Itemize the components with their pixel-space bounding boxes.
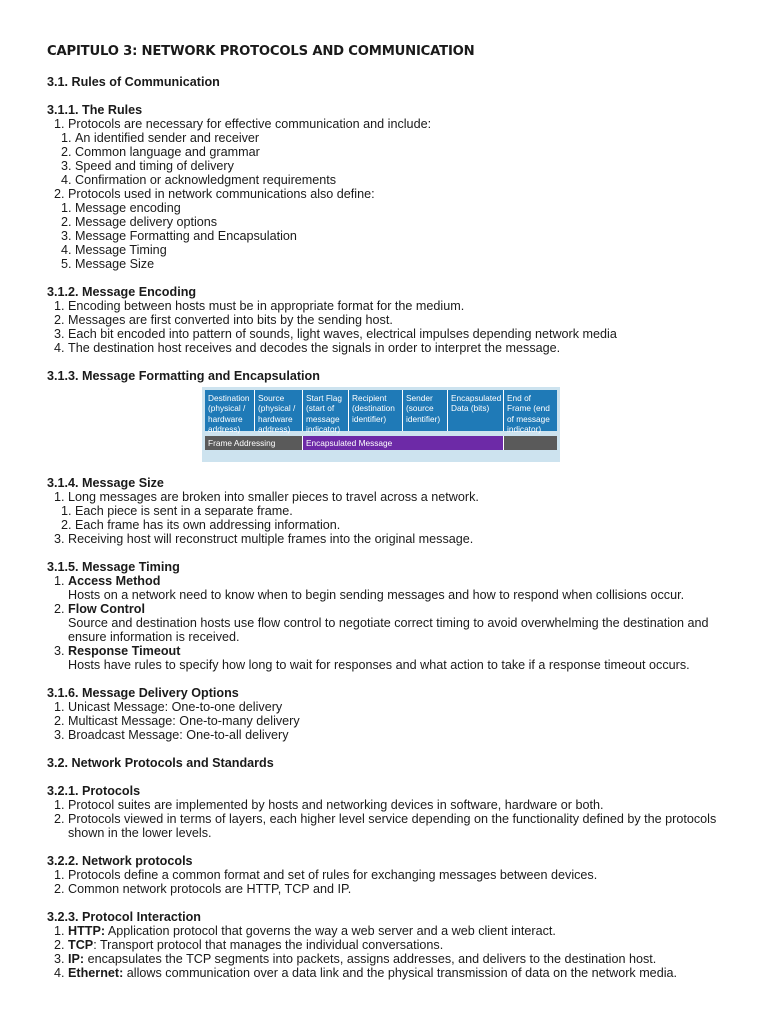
list-item-text: Message delivery options [75,215,218,229]
network-protocols-list [47,868,747,896]
list-item: 1. Protocols define a common format and set of rules for exchanging messages between devices. [54,868,598,882]
list-item: 1. Protocol suites are implemented by hosts and networking devices in software, hardware or both. [54,798,604,812]
list-item-text: Speed and timing of delivery [75,159,234,173]
document-title: CAPITULO 3: NETWORK PROTOCOLS AND COMMUNICATION [47,44,475,59]
list-item-text: Each piece is sent in a separate frame. [75,504,293,518]
list-item [47,201,747,215]
list-item [47,229,747,243]
list-item: 2. TCP: Transport protocol that manages the individual conversations. [54,938,444,952]
subsection-heading: 3.1.5. Message Timing [47,560,180,574]
list-number: 2. [61,215,72,229]
list-item: 3. Receiving host will reconstruct multiple frames into the original message. [54,532,474,546]
list-item [47,159,747,173]
section-3-1-3 [47,369,747,462]
frame-field-source: Source (physical / hardware address) [255,390,303,431]
list-item-text: Receiving host will reconstruct multiple frames into the original message. [68,532,474,546]
list-item [47,131,747,145]
subsection-heading: 3.1.1. The Rules [47,103,143,117]
section-3-2-1 [47,784,747,840]
list-item: 2. Multicast Message: One-to-many delivery [54,714,300,728]
list-item-text: Message Formatting and Encapsulation [75,229,297,243]
list-item: 3. IP: encapsulates the TCP segments into packets, assigns addresses, and delivers to the destination host. [54,952,657,966]
section-3-1-4 [47,476,747,546]
frame-fields-row [205,390,557,434]
list-number: 1. [61,131,72,145]
list-item: 3. Broadcast Message: One-to-all delivery [54,728,289,742]
frame-field-data: Encapsulated Data (bits) [448,390,504,431]
frame-end-block [504,436,557,450]
list-number: 4. [61,173,72,187]
list-number: 4. [61,243,72,257]
frame-format-diagram [202,387,560,462]
list-item-text: Protocols define a common format and set of rules for exchanging messages between devices. [68,868,598,882]
sub-list [47,201,747,271]
list-item-text: Protocol suites are implemented by hosts and networking devices in software, hardware or both. [68,798,604,812]
subsection-heading: 3.1.6. Message Delivery Options [47,686,239,700]
item-title: Response Timeout [68,644,181,658]
list-item-text: Unicast Message: One-to-one delivery [68,700,283,714]
list-item [47,145,747,159]
list-item: 1. Long messages are broken into smaller pieces to travel across a network. 1. Each piece is sent in a separate frame. 2. Each frame has its own addressing information. [47,490,747,532]
list-item [47,215,747,229]
protocols-list [47,798,747,840]
list-item: 2. Common network protocols are HTTP, TCP and IP. [54,882,352,896]
section-3-1-5 [47,560,747,672]
frame-addressing-label: Frame Addressing [205,436,303,450]
list-item: 2. Protocols viewed in terms of layers, each higher level service depending on the functionality defined by the protocols shown in the lower levels. [54,812,717,840]
section-3-1-2 [47,285,747,355]
list-item [47,243,747,257]
section-3-1-1 [47,103,747,271]
list-item-text: Message Size [75,257,155,271]
list-item: 1. HTTP: Application protocol that governs the way a web server and a web client interact. [54,924,556,938]
list-number: 2. [54,187,65,201]
subsection-heading: 3.1.4. Message Size [47,476,164,490]
list-item-text: Message Timing [75,243,167,257]
list-number: 1. [54,117,65,131]
list-item [47,187,747,271]
section-heading-3-2: 3.2. Network Protocols and Standards [47,756,274,770]
list-number: 3. [61,159,72,173]
size-list [47,490,747,546]
section-3-2-2 [47,854,747,896]
section-heading-3-1: 3.1. Rules of Communication [47,75,220,89]
encapsulated-message-label: Encapsulated Message [303,436,504,450]
encoding-list [47,299,747,355]
list-item-text: Protocols used in network communications also define: [68,187,375,201]
subsection-heading: 3.2.1. Protocols [47,784,141,798]
subsection-heading: 3.2.2. Network protocols [47,854,193,868]
subsection-heading: 3.1.3. Message Formatting and Encapsulation [47,369,320,383]
list-item-text: allows communication over a data link and the physical transmission of data on the network media. [123,966,677,980]
timing-list [47,574,747,672]
subsection-heading: 3.1.2. Message Encoding [47,285,197,299]
section-3-1-6 [47,686,747,742]
list-item [47,257,747,271]
list-item: 1. Unicast Message: One-to-one delivery [54,700,283,714]
sub-list [47,504,747,532]
list-item: 4. Ethernet: allows communication over a data link and the physical transmission of data on the network media. [54,966,677,980]
frame-field-sender: Sender (source identifier) [403,390,448,431]
item-term: TCP [68,938,94,952]
list-item-text: Encoding between hosts must be in appropriate format for the medium. [68,299,465,313]
list-item: 2. Messages are first converted into bits by the sending host. [54,313,393,327]
list-item: 2. Each frame has its own addressing information. [61,518,341,532]
item-description: Source and destination hosts use flow control to negotiate correct timing to avoid overwhelming the destination and ensure information is received. [68,616,709,644]
frame-field-destination: Destination (physical / hardware address) [205,390,255,431]
item-title: Flow Control [68,602,145,616]
item-term: HTTP: [68,924,106,938]
sub-list [47,131,747,187]
item-term: Ethernet: [68,966,124,980]
list-item-text: Common language and grammar [75,145,260,159]
list-number: 1. [61,201,72,215]
list-item-text: Each frame has its own addressing information. [75,518,341,532]
list-number: 3. [61,229,72,243]
list-item-text: encapsulates the TCP segments into packets, assigns addresses, and delivers to the destination host. [84,952,657,966]
list-item: 3. Response Timeout Hosts have rules to specify how long to wait for responses and what action to take if a response timeout occurs. [47,644,747,672]
list-number: 2. [61,145,72,159]
list-number: 5. [61,257,72,271]
rules-list [47,117,747,271]
list-item [47,117,747,187]
subsection-heading: 3.2.3. Protocol Interaction [47,910,201,924]
list-item [47,173,747,187]
list-item-text: Message encoding [75,201,181,215]
item-description: Hosts on a network need to know when to begin sending messages and how to respond when collisions occur. [68,588,685,602]
list-item: 2. Flow Control Source and destination hosts use flow control to negotiate correct timing to avoid overwhelming the destination and ensure information is received. [47,602,747,644]
frame-field-end: End of Frame (end of message indicator) [504,390,557,431]
frame-groups-row [205,436,557,450]
delivery-list [47,700,747,742]
list-item: 1. Access Method Hosts on a network need to know when to begin sending messages and how to respond when collisions occur. [47,574,747,602]
section-3-2-3 [47,910,747,980]
list-item: 1. Encoding between hosts must be in appropriate format for the medium. [54,299,465,313]
list-item-text: Confirmation or acknowledgment requirements [75,173,337,187]
list-item-text: Protocols viewed in terms of layers, each higher level service depending on the functionality defined by the protocols shown in the lower levels. [68,812,717,840]
interaction-list [47,924,747,980]
list-item-text: Broadcast Message: One-to-all delivery [68,728,289,742]
list-item-text: Multicast Message: One-to-many delivery [68,714,300,728]
list-item-text: Each bit encoded into pattern of sounds, light waves, electrical impulses depending network media [68,327,617,341]
frame-field-recipient: Recipient (destination identifier) [349,390,403,431]
list-item-text: : Transport protocol that manages the individual conversations. [93,938,444,952]
list-item: 1. Each piece is sent in a separate frame. [61,504,293,518]
item-description: Hosts have rules to specify how long to wait for responses and what action to take if a response timeout occurs. [68,658,690,672]
list-item-text: Messages are first converted into bits by the sending host. [68,313,393,327]
list-item: 4. The destination host receives and decodes the signals in order to interpret the message. [54,341,561,355]
item-term: IP: [68,952,85,966]
frame-field-start-flag: Start Flag (start of message indicator) [303,390,349,431]
list-item-text: The destination host receives and decodes the signals in order to interpret the message. [68,341,561,355]
list-item: 3. Each bit encoded into pattern of sounds, light waves, electrical impulses depending network media [54,327,617,341]
item-title: Access Method [68,574,161,588]
list-item-text: Application protocol that governs the way a web server and a web client interact. [105,924,556,938]
list-item-text: Protocols are necessary for effective communication and include: [68,117,432,131]
list-item-text: Long messages are broken into smaller pieces to travel across a network. [68,490,479,504]
list-item-text: An identified sender and receiver [75,131,260,145]
list-item-text: Common network protocols are HTTP, TCP and IP. [68,882,352,896]
